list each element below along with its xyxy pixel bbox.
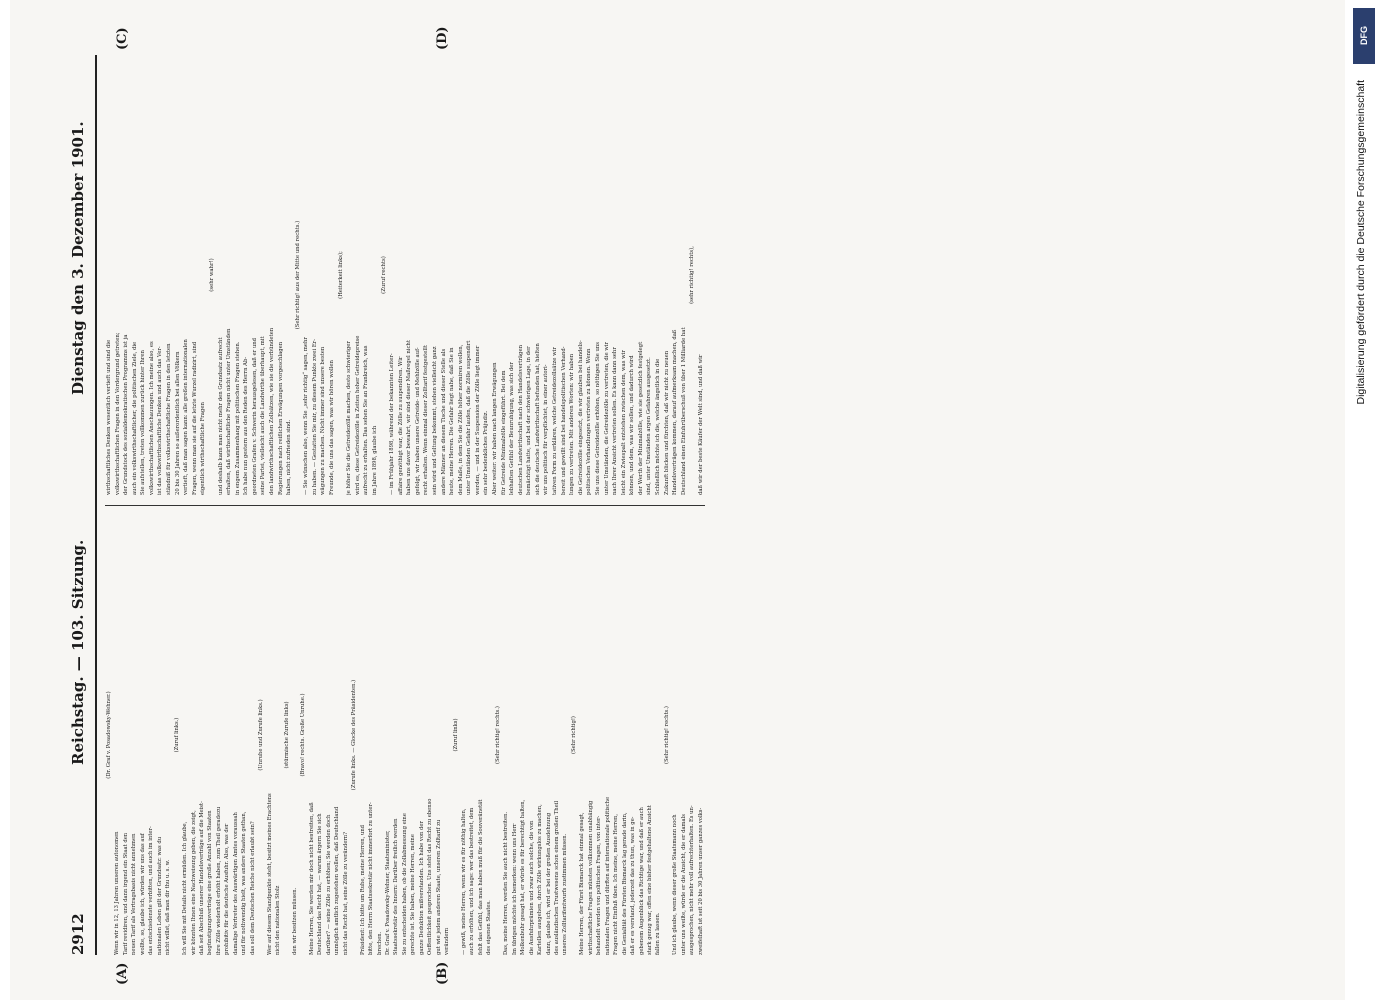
text-line: die Getreidezölle eingesetzt, die wir glauben bei handels- — [577, 340, 584, 495]
text-line: (Zuruf links.) — [173, 717, 180, 753]
left-text-column — [105, 515, 705, 955]
text-line: Sie aufstellen, treten vollkommen zurück hinter Ihren — [140, 350, 147, 495]
text-line: nicht das Recht hat, seine Zölle zu verändern? — [342, 831, 349, 955]
text-line: (Zuruf links) — [452, 718, 459, 752]
text-line: gerechte ist. Sie haben, meine Herren, meine — [410, 834, 417, 955]
right-text-column — [105, 55, 705, 495]
text-line: Molkenbuhr gesagt hat, er würde es für berechtigt halten, — [520, 799, 527, 955]
text-line: Handelsverträgen kommen, darauf aufmerksam machen, daß — [672, 329, 679, 495]
text-line: begünstigungsverträge eine große Anzahl von Staaten — [207, 810, 214, 955]
text-line: werden, — und in der Suspension der Zölle liegt immer — [474, 345, 481, 495]
text-line: Ich habe nun gestern aus den Reden des Herrn Ab- — [243, 356, 250, 495]
text-line: (Unruhe und Zurufe links.) — [258, 699, 265, 771]
text-line: wird es, diese Getreidezölle in Zeiten hoher Getreidepreise — [354, 335, 361, 495]
text-line: im Jahre 1898, glaube ich — [371, 425, 378, 495]
margin-letter-b: (B) — [435, 961, 450, 985]
text-line: damalige Vertreter des Auswärtigen Amtes voraussah — [232, 812, 239, 955]
text-line: Und ich glaube, wenn dieser große Staatsmann noch — [672, 814, 679, 955]
text-line: (Sehr richtig!) — [570, 716, 577, 754]
text-line: prohibitiv für die deutsche Ausfuhr. Also, was der — [224, 823, 231, 955]
text-line: nicht den nationalen Stolz — [275, 885, 282, 955]
text-line: Sie zu entscheiden haben, ob die Zollabmessung eine — [401, 813, 408, 955]
text-line: zweifelhaft ist seit 20 bis 30 Jahren unser ganzes volks- — [697, 807, 704, 955]
text-line: den landwirthschaftlichen Zollsätzen, wie sie die verbündeten — [268, 327, 275, 495]
text-line: deutschen Landwirthschaft nach den Handelsverträgen — [517, 345, 524, 495]
text-line: leicht ein Zwiespalt entstehen zwischen dem, was wir — [620, 350, 627, 495]
text-line: volkswirthschaftlichen Anschauungen. Ich meine also, es — [148, 341, 155, 495]
text-line: die Ausfuhrprämien und zwar auch solche, die von — [528, 820, 535, 955]
text-line: lungen zu vertreten. Mit anderen Worten: wir haben — [569, 353, 576, 495]
text-line: (Sehr richtig! aus der Mitte und rechts.) — [294, 220, 301, 330]
text-line: wir uns politisch für verpflichtet, in einer autori- — [543, 364, 550, 495]
running-header — [65, 55, 97, 955]
text-line: Das, meine Herren, werden Sie auch nicht bestreiten. — [503, 811, 510, 955]
text-line: fehlt das Gefühl, das man haben muß für die Souveränetät — [477, 799, 484, 955]
text-line: zu haben. — Gestatten Sie mir, zu diesem Punkte zwei Er- — [311, 338, 318, 495]
text-line: verändern — [444, 927, 451, 955]
text-line: sein wird und Geltung bekommt, stehen vielleicht ganz — [431, 346, 438, 495]
text-line: bitte, den Herrn Staatssekretär nicht immerfort zu unter- — [368, 802, 375, 955]
text-line: Oeffentlichkeit gesprochen. Uns steht das Recht zu ebenso — [427, 798, 434, 955]
text-line: Im übrigen möchte ich bemerken: wenn uns Herr — [511, 823, 518, 955]
text-line: Deutschland das Recht hat, — warum ärgern Sie sich — [317, 813, 324, 955]
text-line: heute, meine Herren. Die Gefahr liegt nahe, daß Sie in — [449, 347, 456, 495]
text-line: stark genug war, offen eine bisher festgehaltene Ansicht — [647, 805, 653, 955]
text-line: unter Umständen Gefahr laufen, daß die Zölle suspendirt — [466, 340, 473, 495]
page-number: 2912 — [69, 913, 87, 955]
text-line: Meine Herren, Sie werden mir doch nicht bestreiten, daß — [308, 802, 315, 955]
text-line: Zukunft blicken und fürchten, daß wir nicht zu neuen — [663, 350, 670, 495]
text-line: unter uns weilte, würde er die Ansicht, die er damals — [680, 814, 687, 955]
text-line: tativen Form zu erklären, welche Getreidezollsätze wir — [552, 347, 559, 495]
text-line: daß er es verstand, jederzeit das zu thun, was in ge- — [630, 816, 637, 955]
text-line: und für nothwendig hielt, was andere Staaten gethan, — [241, 811, 248, 955]
text-line: lebhaften Gefühl der Beunruhigung, was sich der — [509, 362, 516, 495]
text-line: Regierungen nach reiflichen Erwägungen vorgeschlagen — [277, 341, 284, 495]
text-line: ist das volkswirthschaftliche Denken und auch das Ver- — [157, 346, 164, 495]
text-line: andere Männer an diesem Tische und dieser Stelle als — [440, 348, 447, 495]
text-line: wägungen zu machen. Nicht immer sind unsere besten — [320, 346, 327, 495]
text-line: wirthschaftliche Fragen müssten vollkommen unabhängig — [587, 800, 594, 955]
text-line: brechen. — [376, 931, 383, 955]
text-line: sind, unter Umständen argen Gefahren ausgesetzt. — [646, 357, 653, 495]
text-line: (sehr wahr!) — [208, 258, 215, 292]
text-line: Kartellen ausgehen, durch Zölle wirkungslos zu machen, — [537, 804, 544, 955]
margin-letter-a: (A) — [115, 962, 130, 985]
text-line: die Genialität des Fürsten Bismarck lag gerade darin, — [621, 812, 628, 955]
text-line: nationalen Leben gilt der Grundsatz: was du — [156, 836, 163, 955]
text-line: — Sie wünschen also, wenn Sie „sehr richtig“ sagen, mehr — [303, 337, 310, 495]
digitization-credit: Digitalisierung gefördert durch die Deutsche Forschungsgemeinschaft — [1355, 80, 1367, 405]
text-line: den wir besitzen müssen. — [291, 887, 298, 955]
text-line: das entschiedenste verbitten, und auch im inter- — [148, 826, 155, 955]
text-line: erhalten, daß wirthschaftliche Fragen nicht unter Umständen — [226, 328, 233, 495]
text-line: (Dr. Graf v. Posadowsky-Wehner.) — [106, 691, 112, 779]
text-line: behandelt werden von politischen Fragen, von inter- — [596, 815, 603, 955]
text-line: des ausländischen Trustwesens schon einem großen Theil — [554, 800, 561, 955]
text-line: volkswirthschaftlichen Fragen in den Vordergrund getreten; — [114, 332, 121, 495]
text-line: für Getreide Minimalzölle eingeführt. Bei dem — [500, 370, 507, 495]
header-left-title: Reichstag. — 103. Sitzung. — [69, 539, 87, 765]
text-line: (Sehr richtig! rechts.) — [494, 706, 501, 764]
text-line: wir könnten Ihnen eine Nachweisung geben, die zeigt, — [190, 810, 197, 955]
header-right-title: Dienstag den 3. Dezember 1901. — [69, 121, 87, 395]
rotated-sheet — [65, 26, 1335, 985]
text-line: (Heiterkeit links); — [337, 251, 344, 299]
text-line: des eigenen Staates. — [486, 900, 493, 955]
text-line: können, und dem, was wir sollen, und dadurch wird — [629, 355, 636, 495]
text-line: unter Umständen, die Getreidezölle zu vertreten, die wir — [603, 341, 610, 495]
text-line: neuen Tarif als Vertragsbasis nicht annehmen — [131, 833, 138, 955]
text-line: der Werth der Minimalzölle, wie sie gesetzlich festgelegt — [637, 341, 644, 495]
text-line: nicht willst, daß man dir thu u. s. w. — [165, 859, 172, 955]
text-line: dann, glaube ich, wird er bei der großen Ausdehnung — [545, 812, 552, 955]
text-line: 20 bis 30 Jahren so außerordentlich bei allen Völkern — [174, 351, 181, 495]
text-line: ausgesprochen, nicht mehr voll aufrechterhalten. Es un- — [689, 805, 696, 955]
text-line: (Zuruf rechts) — [380, 256, 387, 294]
text-line: wirthschaftliches Denken wesentlich vertieft und sind die — [106, 339, 112, 495]
text-line: ständniß für volkswirthschaftliche Fragen in den letzten — [166, 343, 173, 495]
text-line: vertieft, daß man sagen kann: alle großen internationalen — [183, 339, 190, 495]
text-line: darüber? — seine Zölle zu erhöhen; Sie werden doch — [325, 814, 332, 955]
margin-letter-c: (C) — [115, 27, 130, 50]
text-line: Freunde, die uns das sagen, was wir hören wollen — [329, 360, 336, 495]
text-line: dem Maße, in dem Sie die Zölle höher normiren wollen, — [457, 344, 464, 495]
column-divider — [105, 505, 705, 506]
text-line: Ich will Sie mit Details nicht ermüden. Ich glaube, — [182, 821, 189, 955]
text-line: Fragen nicht Einfluß üben. Ich meine, meine Herren, — [613, 813, 620, 955]
text-line: (Sehr richtig! rechts.) — [663, 706, 670, 764]
text-line: (stürmische Zurufe links) — [283, 701, 290, 769]
text-line: unseres Zolltarifentwurfs zustimmen müssen. — [562, 833, 569, 955]
text-line: Wenn wir in 12, 13 Jahren unseren autonomen — [114, 831, 121, 955]
text-line: Schließlich möchte ich die, welche ängstlich in die — [655, 358, 661, 495]
text-line: Dr. Graf v. Posadowsky-Wehner, Staatsminister, — [384, 830, 391, 955]
text-line: fallen zu lassen. — [655, 912, 662, 955]
text-line: ein sehr bedenkliches Präjudiz. — [483, 410, 490, 495]
text-line: auch zu erhöhen, und ich sage: wer das bestreitet, dem — [469, 807, 476, 955]
text-line: haben, nicht zufrieden sind. — [286, 419, 293, 495]
text-line: ihre Zölle wiederholt erhöht haben, zum Theil geradezu — [215, 806, 222, 955]
text-line: unmöglich amtlich zugestehen wollen, daß Deutschland — [334, 806, 341, 955]
text-line: wollte, so, glaube ich, würden wir uns das auf — [139, 833, 146, 955]
text-line: gebenem Augenblick das Richtige war, und daß er auch — [638, 807, 645, 955]
dfg-logo: DFG — [1353, 8, 1375, 64]
text-line: geordneten Grafen v. Schwerin herausgelesen, daß er und — [251, 337, 258, 495]
text-line: Fragen, wenn man sie auf die letzte Wurzel radizirt, sind — [191, 341, 198, 495]
text-line: haben uns davor bewahrt, wir sind dieser Maßregel nicht — [406, 340, 413, 495]
text-line: aufrecht zu erhalten. Das sehen Sie an Frankreich, was — [363, 345, 370, 495]
text-line: eigentlich wirthschaftliche Fragen — [200, 402, 207, 495]
text-line: politischen Verhandlungen vertreten zu können. Wenn — [586, 348, 593, 495]
text-line: — gewiß, meine Herren, wenn wir es für nöthig halten, — [461, 808, 468, 955]
margin-letter-d: (D) — [435, 26, 450, 50]
text-line: Sie uns diese Getreidezölle erhöhen, so nöthigen Sie uns — [594, 341, 601, 495]
text-line: Tarif revidiren, und dann irgend ein Staat den — [122, 832, 129, 955]
text-line: nach Ihrer Ansicht vertreten sollen. Es kann dann sehr — [612, 347, 619, 495]
text-line: das soll dem Deutschen Reiche nicht erlaubt sein? — [249, 821, 256, 955]
text-line: gut wie jedem anderen Staate, unseren Zolltarif zu — [435, 819, 442, 955]
text-line: ganze Deduktion mißverstanden. Ich habe von der — [418, 821, 425, 955]
text-line: Aber weiter: wir haben nach langen Erwägungen — [492, 362, 499, 495]
text-line: nationalen Fragen und dürften auf internationale politische — [604, 796, 611, 955]
digitization-strip — [1345, 0, 1383, 1000]
text-line: sich die deutsche Landwirthschaft befunden hat, hielten — [534, 343, 541, 495]
text-line: seine Partei, vielleicht auch die Landwirthe überhaupt, mit — [260, 336, 267, 495]
text-line: der Grundstock des sozialdemokratischen Programms ist ja — [123, 334, 130, 495]
text-line: daß seit Abschluß unserer Handelsverträge auf die Meist- — [198, 801, 205, 955]
scanned-page — [10, 0, 1345, 1000]
text-line: gefolgt, wir haben unsere Getreide- und Mehlzölle auf- — [414, 347, 421, 495]
text-line: Meine Herren, der Fürst Bismarck hat einmal gesagt, — [579, 812, 586, 955]
text-line: auch ein volkswirthschaftlicher, die politischen Ziele, die — [131, 341, 138, 495]
text-line: (Zurufe links. — Glocke des Präsidenten.) — [351, 679, 358, 791]
text-line: Deutschland einen Einfuhrüberschuß von über 1 Milliarde hat — [680, 327, 687, 495]
text-line: und deshalb kann man nicht mehr den Grundsatz aufrecht — [217, 337, 224, 495]
text-line: daß wir der beste Käufer der Welt sind, und daß wir — [697, 354, 704, 495]
text-line: je höher Sie die Getreidezölle machen, desto schwieriger — [346, 341, 353, 495]
text-line: in engem Zusammenhang mit politischen Fragen stehen. — [234, 341, 241, 495]
text-line: — im Frühjahr 1898, während der bekannten Leiter- — [389, 353, 396, 495]
text-line: affaire genöthigt war, die Zölle zu suspendiren. Wir — [397, 356, 404, 495]
text-line: bereit und gewillt sind bei handelspolitischen Verhand- — [560, 346, 567, 495]
text-line: recht erhalten. Wenn einmal dieser Zolltarif festgestellt — [423, 345, 430, 495]
text-line: Staatssekretär des Innern: Darüber freilich werden — [393, 818, 400, 955]
text-line: (sehr richtig! rechts), — [689, 246, 696, 304]
text-line: Wer auf diesem Standpunkte steht, besitzt meines Erachtens — [266, 793, 273, 955]
text-line: (Bravo! rechts. Große Unruhe.) — [300, 693, 307, 777]
text-line: Präsident: Ich bitte um Ruhe, meine Herren, und — [359, 824, 366, 955]
text-line: bemächtigt hatte, und bei der schwierigen Lage, in der — [526, 346, 533, 495]
